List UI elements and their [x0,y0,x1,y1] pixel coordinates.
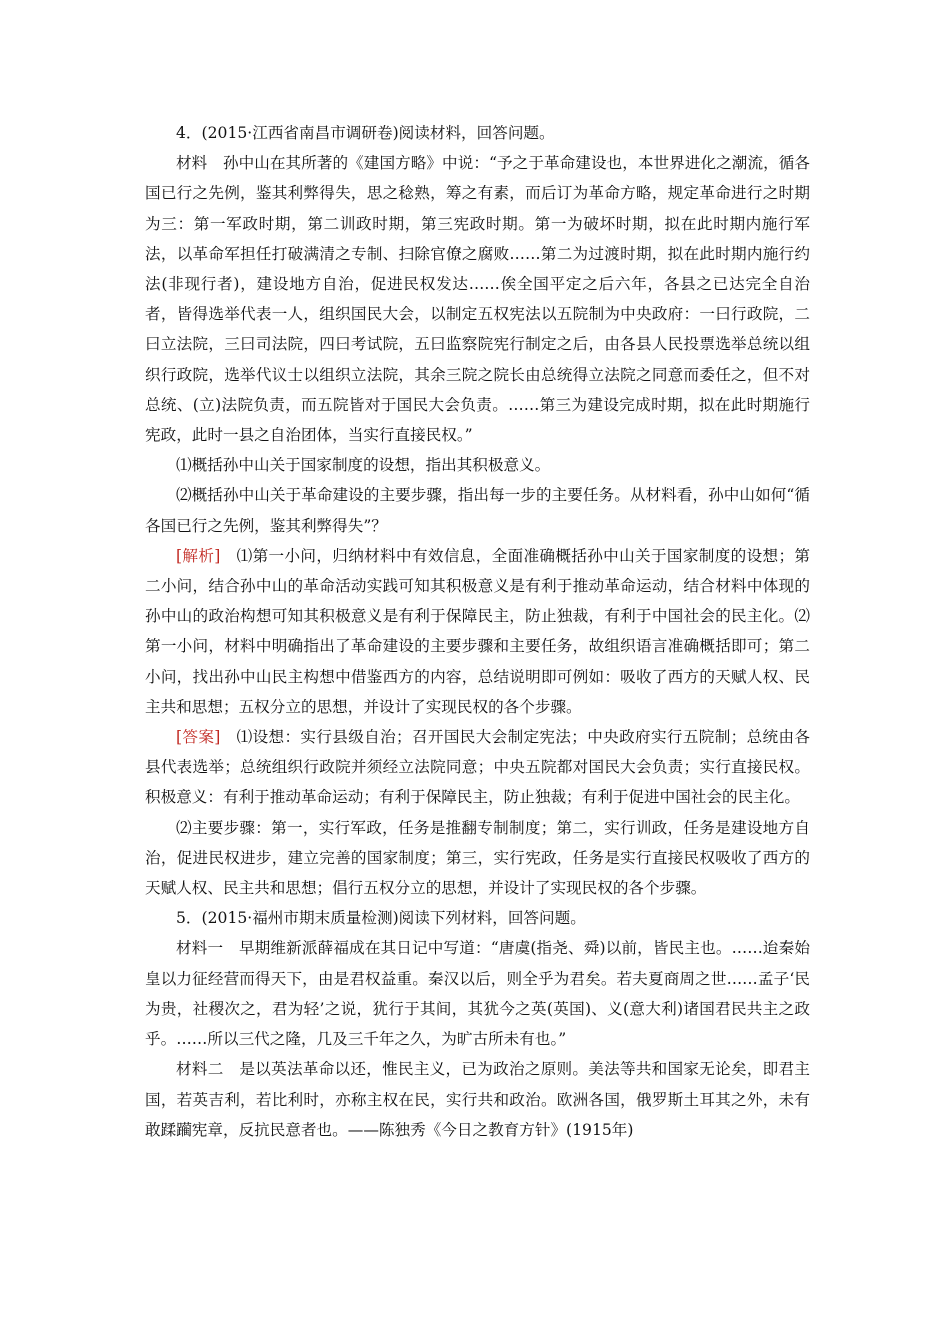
question-5-header: 5．(2015·福州市期末质量检测)阅读下列材料，回答问题。 [176,909,586,928]
answer-tag: [答案] [176,728,221,747]
question-4-analysis [145,541,810,722]
question-4-material: 材料 孙中山在其所著的《建国方略》中说：“予之于革命建设也，本世界进化之潮流，循各国已行之先例，鉴其利弊得失，思之稔熟，筹之有素，而后订为革命方略，规定革命进行之时期为三：第一军政时期，第二训政时期，第三宪政时期。第一为破坏时期，拟在此时期内施行军法，以革命军担任打破满清之专制、扫除官僚之腐败……第二为过渡时期，拟在此时期内施行约法(非现行者)，建设地方自治，促进民权发达……俟全国平定之后六年，各县之已达完全自治者，皆得选举代表一人，组织国民大会，以制定五权宪法以五院制为中央政府：一曰行政院，二曰立法院，三曰司法院，四曰考试院，五曰监察院宪行制定之后，由各县人民投票选举总统以组织行政院，选举代议士以组织立法院，其余三院之院长由总统得立法院之同意而委任之，但不对总统、(立)法院负责，而五院皆对于国民大会负责。……第三为建设完成时期，拟在此时期施行宪政，此时一县之自治团体，当实行直接民权。” [145,154,810,445]
question-4-answer [145,722,810,813]
question-5-material-2: 材料二 是以英法革命以还，惟民主义，已为政治之原则。美法等共和国家无论矣，即君主国，若英吉利，若比利时，亦称主权在民，实行共和政治。欧洲各国，俄罗斯土耳其之外，未有敢蹂躏宪章，反抗民意者也。——陈独秀《今日之教育方针》(1915年) [145,1060,810,1139]
document-page [145,118,810,1145]
question-4-header: 4．(2015·江西省南昌市调研卷)阅读材料，回答问题。 [176,124,555,142]
analysis-text: ⑴第一小问，归纳材料中有效信息，全面准确概括孙中山关于国家制度的设想；第二小问，结合孙中山的革命活动实践可知其积极意义是有利于推动革命运动，结合材料中体现的孙中山的政治构想可知其积极意义是有利于保障民主，防止独裁，有利于中国社会的民主化。⑵第一小问，材料中明确指出了革命建设的主要步骤和主要任务，故组织语言准确概括即可；第二小问，找出孙中山民主构想中借鉴西方的内容，总结说明即可例如：吸收了西方的天赋人权、民主共和思想；五权分立的思想，并设计了实现民权的各个步骤。 [145,546,810,716]
question-5-material-1: 材料一 早期维新派薛福成在其日记中写道：“唐虞(指尧、舜)以前，皆民主也。……迨秦始皇以力征经营而得天下，由是君权益重。秦汉以后，则全乎为君矣。若夫夏商周之世……孟子‘民为贵，社稷次之，君为轻’之说，犹行于其间，其犹今之英(英国)、义(意大利)诸国君民共主之政乎。……所以三代之隆，几及三千年之久，为旷古所未有也。” [145,939,810,1049]
question-4-sub-1: ⑴概括孙中山关于国家制度的设想，指出其积极意义。 [176,456,551,475]
question-4-sub-2: ⑵概括孙中山关于革命建设的主要步骤，指出每一步的主要任务。从材料看，孙中山如何“循各国已行之先例，鉴其利弊得失”？ [145,486,810,535]
question-4-answer-2: ⑵主要步骤：第一，实行军政，任务是推翻专制制度；第二，实行训政，任务是建设地方自治，促进民权进步，建立完善的国家制度；第三，实行宪政，任务是实行直接民权吸收了西方的天赋人权、民主共和思想；倡行五权分立的思想，并设计了实现民权的各个步骤。 [145,818,810,898]
analysis-tag: [解析] [176,546,221,565]
answer-text-1: ⑴设想：实行县级自治；召开国民大会制定宪法；中央政府实行五院制；总统由各县代表选举；总统组织行政院并须经立法院同意；中央五院都对国民大会负责；实行直接民权。积极意义：有利于推动革命运动；有利于保障民主，防止独裁；有利于促进中国社会的民主化。 [145,728,810,807]
